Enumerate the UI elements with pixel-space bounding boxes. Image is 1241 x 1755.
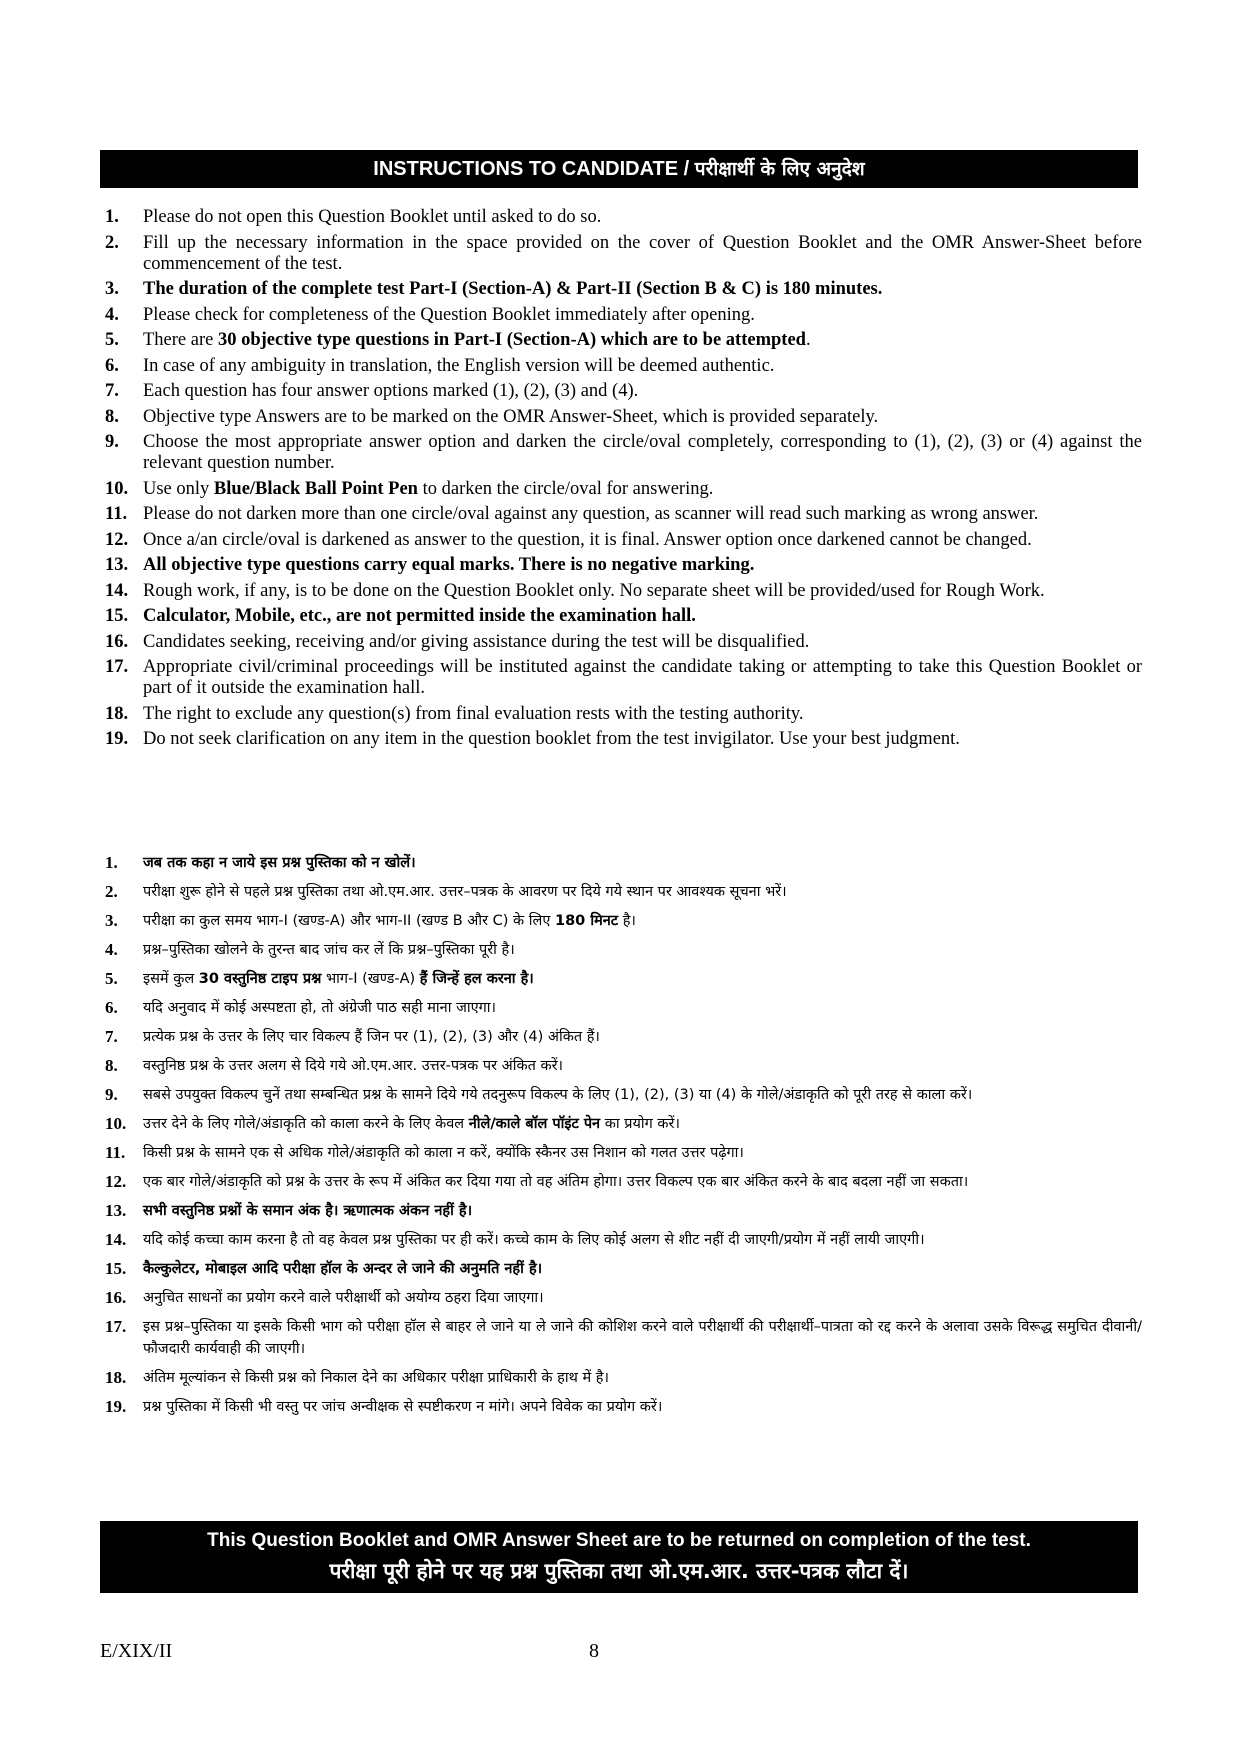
instruction-text: उत्तर देने के लिए गोले/अंडाकृति को काला करने के लिए केवल: [143, 1116, 469, 1132]
instruction-text: यदि अनुवाद में कोई अस्पष्टता हो, तो अंग्रेजी पाठ सही माना जाएगा।: [143, 1000, 497, 1016]
instruction-number: 8.: [105, 1056, 118, 1075]
instruction-number: 5.: [105, 330, 119, 350]
instruction-item: [100, 581, 1142, 602]
instruction-text: है।: [618, 913, 636, 929]
instruction-item: [100, 657, 1142, 699]
instruction-item: [100, 1055, 1142, 1077]
instruction-text: All objective type questions carry equal marks. There is no negative marking.: [143, 555, 755, 575]
instruction-number: 16.: [105, 1288, 127, 1307]
instruction-text: भाग-I (खण्ड-A): [321, 971, 420, 987]
instruction-text: प्रश्न–पुस्तिका खोलने के तुरन्त बाद जांच कर लें कि प्रश्न–पुस्तिका पूरी है।: [143, 942, 515, 958]
instruction-number: 19.: [105, 729, 129, 749]
instruction-text: Fill up the necessary information in the space provided on the cover of Question Booklet and the OMR Answer-Sheet before commencement of the test.: [143, 232, 1142, 274]
instruction-number: 11.: [105, 504, 128, 524]
instruction-number: 7.: [105, 381, 119, 401]
instruction-text: to darken the circle/oval for answering.: [417, 478, 714, 499]
instruction-text: 30 वस्तुनिष्ठ टाइप प्रश्न: [198, 971, 322, 987]
instruction-item: [100, 207, 1142, 228]
instruction-text: कैल्कुलेटर, मोबाइल आदि परीक्षा हॉल के अन्दर ले जाने की अनुमति नहीं है।: [143, 1261, 543, 1277]
header-title-hindi: परीक्षार्थी के लिए अनुदेश: [694, 158, 865, 180]
instruction-text: Once a/an circle/oval is darkened as answer to the question, it is final. Answer option once darkened cannot be changed.: [143, 529, 1032, 550]
instruction-item: [100, 1229, 1142, 1251]
instruction-number: 15.: [105, 1259, 127, 1278]
instruction-item: [100, 1316, 1142, 1360]
instruction-item: [100, 504, 1142, 525]
return-notice-hindi: परीक्षा पूरी होने पर यह प्रश्न पुस्तिका तथा ओ.एम.आर. उत्तर-पत्रक लौटा दें।: [329, 1559, 909, 1583]
instruction-text: का प्रयोग करें।: [600, 1116, 680, 1132]
instruction-number: 2.: [105, 232, 119, 253]
instruction-text: Appropriate civil/criminal proceedings will be instituted against the candidate taking or attempting to take this Question Booklet or part of it outside the examination hall.: [143, 657, 1142, 698]
instruction-item: [100, 555, 1142, 576]
instruction-item: [100, 233, 1142, 275]
instruction-number: 11.: [105, 1143, 126, 1162]
instruction-text: Please do not open this Question Booklet until asked to do so.: [143, 207, 602, 227]
instruction-number: 7.: [105, 1027, 118, 1046]
instruction-text: सभी वस्तुनिष्ठ प्रश्नों के समान अंक है। ऋणात्मक अंकन नहीं है।: [143, 1203, 473, 1219]
instruction-text: Candidates seeking, receiving and/or giving assistance during the test will be disqualified.: [143, 631, 810, 652]
instruction-item: [100, 1258, 1142, 1280]
instruction-number: 10.: [105, 478, 129, 499]
instruction-number: 9.: [105, 1085, 118, 1104]
instruction-number: 2.: [105, 882, 118, 901]
instruction-number: 3.: [105, 911, 118, 930]
instruction-text: किसी प्रश्न के सामने एक से अधिक गोले/अंडाकृति को काला न करें, क्योंकि स्कैनर उस निशान को गलत उत्तर पढ़ेगा।: [143, 1145, 744, 1161]
instruction-number: 1.: [105, 207, 119, 227]
instruction-item: [100, 939, 1142, 961]
instruction-text: 180 मिनट: [555, 913, 619, 929]
instruction-item: [100, 852, 1142, 874]
instruction-text: Please check for completeness of the Question Booklet immediately after opening.: [143, 304, 755, 325]
instruction-text: Objective type Answers are to be marked on the OMR Answer-Sheet, which is provided separately.: [143, 406, 879, 427]
english-instructions-list: [100, 207, 1142, 755]
instruction-text: इस प्रश्न–पुस्तिका या इसके किसी भाग को परीक्षा हॉल से बाहर ले जाने या ले जाने की कोशिश करने वाले परीक्षार्थी की परीक्षार्थी–पात्रता को रद्द करने के अलावा उसके विरूद्ध समुचित दीवानी/फौजदारी कार्यवाही की जाएगी।: [143, 1319, 1142, 1357]
instruction-item: [100, 1171, 1142, 1193]
instruction-number: 14.: [105, 1230, 127, 1249]
instruction-text: Rough work, if any, is to be done on the Question Booklet only. No separate sheet will be provided/used for Rough Work.: [143, 580, 1045, 601]
instruction-text: इसमें कुल: [143, 971, 199, 987]
instruction-text: हैं जिन्हें हल करना है।: [419, 971, 534, 987]
instruction-text: Choose the most appropriate answer option and darken the circle/oval completely, corresponding to (1), (2), (3) or (4) against the relevant question number.: [143, 432, 1142, 473]
instruction-number: 10.: [105, 1114, 127, 1133]
instruction-item: [100, 407, 1142, 428]
instruction-number: 9.: [105, 432, 119, 452]
instruction-number: 1.: [105, 853, 118, 872]
instruction-item: [100, 1200, 1142, 1222]
instruction-number: 4.: [105, 940, 118, 959]
instruction-item: [100, 881, 1142, 903]
instruction-item: [100, 279, 1142, 300]
instruction-item: [100, 997, 1142, 1019]
page-number: 8: [589, 1640, 599, 1662]
instruction-text: Use only: [143, 478, 214, 499]
instruction-number: 5.: [105, 969, 118, 988]
instruction-number: 6.: [105, 355, 119, 376]
instruction-text: Each question has four answer options marked (1), (2), (3) and (4).: [143, 381, 639, 401]
instruction-number: 19.: [105, 1397, 127, 1416]
instruction-text: सबसे उपयुक्त विकल्प चुनें तथा सम्बन्धित प्रश्न के सामने दिये गये तदनुरूप विकल्प के लिए (1), (2), (3) या (4) के गोले/अंडाकृति को पूरी तरह से काला करें।: [143, 1087, 973, 1103]
instruction-text: In case of any ambiguity in translation, the English version will be deemed authentic.: [143, 355, 775, 376]
instruction-number: 12.: [105, 1172, 127, 1191]
instruction-item: [100, 479, 1142, 500]
instruction-number: 14.: [105, 580, 129, 601]
instruction-item: [100, 910, 1142, 932]
instruction-text: एक बार गोले/अंडाकृति को प्रश्न के उत्तर के रूप में अंकित कर दिया गया तो वह अंतिम होगा। उत्तर विकल्प एक बार अंकित करने के बाद बदला नहीं जा सकता।: [143, 1174, 969, 1190]
instruction-text: परीक्षा का कुल समय भाग-I (खण्ड-A) और भाग-II (खण्ड B और C) के लिए: [143, 913, 555, 929]
instruction-text: जब तक कहा न जाये इस प्रश्न पुस्तिका को न खोलें।: [143, 855, 416, 871]
header-title-english: INSTRUCTIONS TO CANDIDATE /: [373, 158, 695, 180]
instruction-item: [100, 968, 1142, 990]
instruction-number: 8.: [105, 406, 119, 427]
instruction-item: [100, 729, 1142, 750]
instruction-text: प्रत्येक प्रश्न के उत्तर के लिए चार विकल्प हैं जिन पर (1), (2), (3) और (4) अंकित हैं।: [143, 1029, 600, 1045]
instruction-item: [100, 632, 1142, 653]
return-notice-banner: [100, 1521, 1138, 1593]
instruction-item: [100, 1396, 1142, 1418]
instruction-number: 17.: [105, 657, 129, 677]
instruction-text: अंतिम मूल्यांकन से किसी प्रश्न को निकाल देने का अधिकार परीक्षा प्राधिकारी के हाथ में है।: [143, 1370, 609, 1386]
instruction-number: 12.: [105, 529, 129, 550]
instruction-text: .: [805, 330, 811, 350]
instruction-item: [100, 330, 1142, 351]
instruction-number: 4.: [105, 304, 119, 325]
hindi-instructions-list: [100, 852, 1142, 1425]
return-notice-english: This Question Booklet and OMR Answer Sheet are to be returned on completion of the test.: [207, 1530, 1031, 1551]
instruction-item: [100, 305, 1142, 326]
instruction-item: [100, 606, 1142, 627]
instruction-item: [100, 432, 1142, 474]
instruction-text: Calculator, Mobile, etc., are not permitted inside the examination hall.: [143, 606, 696, 626]
instruction-text: परीक्षा शुरू होने से पहले प्रश्न पुस्तिका तथा ओ.एम.आर. उत्तर–पत्रक के आवरण पर दिये गये स्थान पर आवश्यक सूचना भरें।: [143, 884, 787, 900]
instruction-text: The right to exclude any question(s) from final evaluation rests with the testing authority.: [143, 703, 804, 724]
instruction-text: Blue/Black Ball Point Pen: [213, 478, 418, 499]
instruction-number: 13.: [105, 1201, 127, 1220]
instruction-number: 6.: [105, 998, 118, 1017]
instruction-text: 30 objective type questions in Part-I (Section-A) which are to be attempted: [217, 330, 806, 350]
instruction-text: अनुचित साधनों का प्रयोग करने वाले परीक्षार्थी को अयोग्य ठहरा दिया जाएगा।: [143, 1290, 544, 1306]
instruction-item: [100, 530, 1142, 551]
instruction-text: There are: [143, 330, 218, 350]
instruction-text: Please do not darken more than one circle/oval against any question, as scanner will read such marking as wrong answer.: [143, 504, 1039, 524]
instruction-item: [100, 1084, 1142, 1106]
instruction-number: 13.: [105, 555, 129, 575]
instruction-text: The duration of the complete test Part-I (Section-A) & Part-II (Section B & C) is 180 minutes.: [143, 279, 883, 299]
instructions-header: [100, 150, 1138, 188]
instruction-text: Do not seek clarification on any item in the question booklet from the test invigilator. Use your best judgment.: [143, 729, 960, 749]
instruction-number: 18.: [105, 703, 129, 724]
instruction-number: 16.: [105, 631, 129, 652]
instruction-number: 15.: [105, 606, 129, 626]
instruction-item: [100, 1142, 1142, 1164]
instruction-item: [100, 381, 1142, 402]
instruction-item: [100, 704, 1142, 725]
instruction-number: 17.: [105, 1317, 127, 1336]
instruction-text: वस्तुनिष्ठ प्रश्न के उत्तर अलग से दिये गये ओ.एम.आर. उत्तर-पत्रक पर अंकित करें।: [143, 1058, 564, 1074]
instruction-text: प्रश्न पुस्तिका में किसी भी वस्तु पर जांच अन्वीक्षक से स्पष्टीकरण न मांगे। अपने विवेक का प्रयोग करें।: [143, 1399, 663, 1415]
instruction-number: 18.: [105, 1368, 127, 1387]
instruction-text: नीले/काले बॉल पॉइंट पेन: [468, 1116, 601, 1132]
instruction-item: [100, 356, 1142, 377]
instruction-item: [100, 1026, 1142, 1048]
instruction-number: 3.: [105, 279, 119, 299]
instruction-item: [100, 1287, 1142, 1309]
instruction-item: [100, 1113, 1142, 1135]
instruction-text: यदि कोई कच्चा काम करना है तो वह केवल प्रश्न पुस्तिका पर ही करें। कच्चे काम के लिए कोई अलग से शीट नहीं दी जाएगी/प्रयोग में नहीं लायी जाएगी।: [143, 1232, 925, 1248]
instruction-item: [100, 1367, 1142, 1389]
booklet-code: E/XIX/II: [100, 1640, 173, 1662]
